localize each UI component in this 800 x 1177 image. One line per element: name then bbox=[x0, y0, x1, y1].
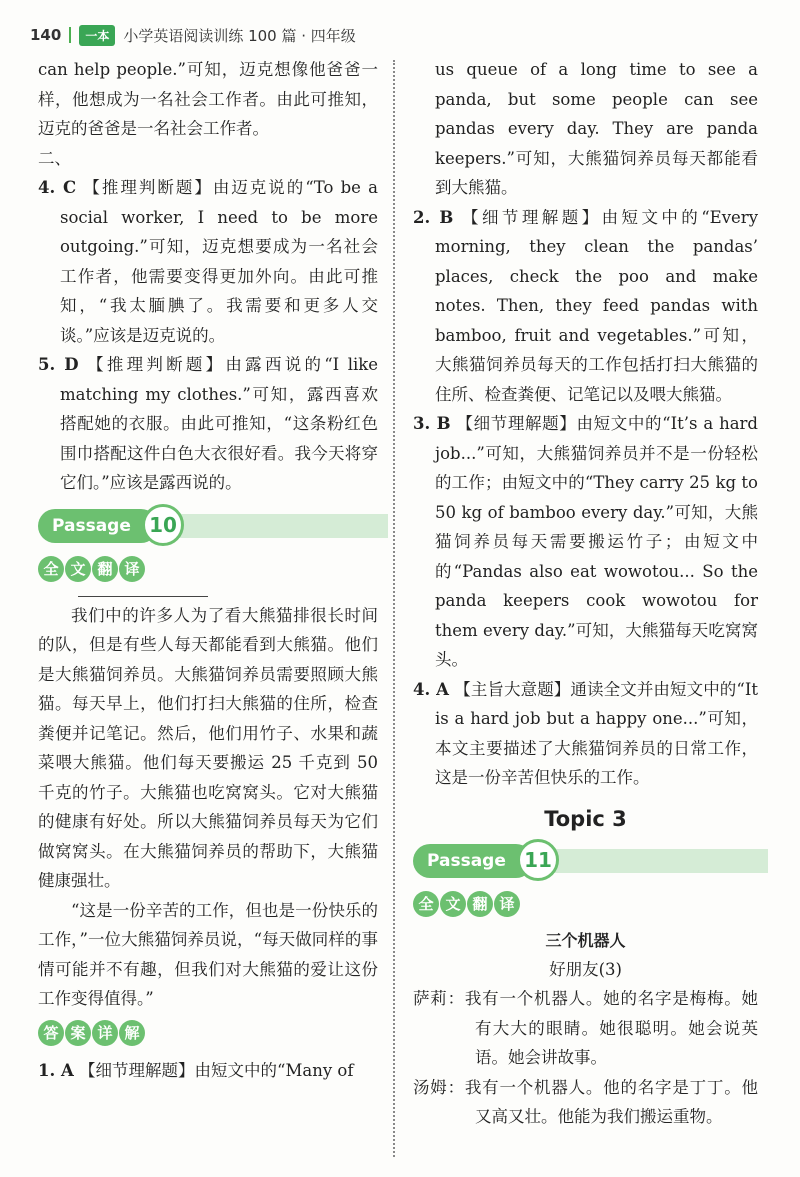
dialogue-line: 萨莉：我有一个机器人。她的名字是梅梅。她有大大的眼睛。她很聪明。她会说英语。她会讲故事。 bbox=[413, 989, 758, 1067]
passage-number: 11 bbox=[517, 839, 559, 881]
header-divider bbox=[69, 27, 71, 43]
column-divider bbox=[393, 60, 395, 1157]
label-char: 翻 bbox=[92, 556, 118, 582]
page-number: 140 bbox=[30, 26, 62, 44]
answer-text: 由短文中的“Many of bbox=[194, 1060, 354, 1080]
answer-text: 由短文中的“Every morning, they clean the pandas’ places, check the poo and make notes. Then, they feed pandas with bamboo, fruit and vegetables.”可知，大熊猫饲养员每天的工作包括打扫大熊猫的住所、检查粪便、记笔记以及喂大熊猫。 bbox=[435, 207, 759, 404]
topic-heading: Topic 3 bbox=[544, 806, 627, 831]
translation-label bbox=[38, 556, 378, 582]
label-char: 全 bbox=[413, 891, 439, 917]
right-column bbox=[413, 55, 758, 1132]
brand-logo: 一本 bbox=[79, 25, 115, 46]
label-char: 译 bbox=[494, 891, 520, 917]
translation-label bbox=[413, 891, 758, 917]
answer-text: 由短文中的“It’s a hard job...”可知，大熊猫饲养员并不是一份轻松的工作；由短文中的“They carry 25 kg to 50 kg of bamboo every day.”可知，大熊猫饲养员每天需要搬运竹子；由短文中的“Pandas also eat wowotou... So the panda keepers cook wowotou for them every day.”可知，大熊猫每天吃窝窝头。 bbox=[435, 414, 758, 669]
book-title: 小学英语阅读训练 100 篇 · 四年级 bbox=[123, 26, 356, 45]
translation-paragraph: “这是一份辛苦的工作，但也是一份快乐的工作，”一位大熊猫饲养员说，“每天做同样的事情可能并不有趣，但我们对大熊猫的爱让这份工作变得值得。” bbox=[38, 900, 378, 1008]
label-char: 文 bbox=[440, 891, 466, 917]
question-type: 【主旨大意题】 bbox=[454, 679, 571, 699]
passage-banner bbox=[413, 839, 758, 883]
answer-number: 2. B bbox=[413, 207, 454, 227]
question-type: 【推理判断题】 bbox=[83, 178, 213, 197]
part-heading: 二、 bbox=[38, 148, 71, 168]
answer-number: 3. B bbox=[413, 414, 451, 433]
question-type: 【细节理解题】 bbox=[456, 414, 577, 433]
question-type: 【细节理解题】 bbox=[79, 1060, 195, 1080]
label-char: 详 bbox=[92, 1020, 118, 1046]
label-char: 译 bbox=[119, 556, 145, 582]
label-char: 全 bbox=[38, 556, 64, 582]
label-char: 翻 bbox=[467, 891, 493, 917]
answer-4 bbox=[38, 173, 378, 350]
answer-2 bbox=[413, 203, 758, 410]
label-char: 文 bbox=[65, 556, 91, 582]
story-title: 三个机器人 bbox=[545, 930, 626, 950]
answer-number: 4. C bbox=[38, 178, 77, 197]
blank-line bbox=[78, 596, 208, 597]
answer-number: 4. A bbox=[413, 679, 449, 699]
label-char: 案 bbox=[65, 1020, 91, 1046]
answer-number: 1. A bbox=[38, 1060, 74, 1080]
answer-text: 由露西说的“I like matching my clothes.”可知，露西喜欢搭配她的衣服。由此可推知，“这条粉红色围巾搭配这件白色大衣很好看。我今天将穿它们。”应该是露西说的。 bbox=[60, 355, 379, 492]
page-header bbox=[30, 22, 356, 48]
label-char: 答 bbox=[38, 1020, 64, 1046]
answer-number: 5. D bbox=[38, 355, 79, 374]
question-type: 【推理判断题】 bbox=[87, 355, 226, 374]
label-char: 解 bbox=[119, 1020, 145, 1046]
answer-label bbox=[38, 1020, 378, 1046]
answer-5 bbox=[38, 350, 378, 498]
dialogue-line: 汤姆：我有一个机器人。他的名字是丁丁。他又高又壮。他能为我们搬运重物。 bbox=[413, 1077, 758, 1126]
continued-answer: us queue of a long time to see a panda, but some people can see pandas every day. They are panda keepers.”可知，大熊猫饲养员每天都能看到大熊猫。 bbox=[435, 60, 758, 197]
passage-number: 10 bbox=[142, 504, 184, 546]
answer-1 bbox=[38, 1056, 378, 1086]
story-subtitle: 好朋友(3) bbox=[549, 959, 622, 979]
continued-answer: can help people.”可知，迈克想像他爸爸一样，他想成为一名社会工作者。由此可推知，迈克的爸爸是一名社会工作者。 bbox=[38, 60, 378, 138]
passage-banner bbox=[38, 504, 378, 548]
answer-text: 通读全文并由短文中的“It is a hard job but a happy one...”可知，本文主要描述了大熊猫饲养员的日常工作，这是一份辛苦但快乐的工作。 bbox=[435, 679, 758, 787]
passage-label: Passage bbox=[413, 844, 533, 878]
question-type: 【细节理解题】 bbox=[462, 207, 602, 227]
answer-text: 由迈克说的“To be a social worker, I need to be more outgoing.”可知，迈克想要成为一名社会工作者，他需要变得更加外向。由此可推知，“我太腼腆了。我需要和更多人交谈。”应该是迈克说的。 bbox=[60, 178, 379, 345]
left-column bbox=[38, 55, 378, 1085]
translation-paragraph: 我们中的许多人为了看大熊猫排很长时间的队，但是有些人每天都能看到大熊猫。他们是大熊猫饲养员。大熊猫饲养员需要照顾大熊猫。每天早上，他们打扫大熊猫的住所，检查粪便并记笔记。然后，他们用竹子、水果和蔬菜喂大熊猫。他们每天要搬运 25 千克到 50 千克的竹子。大熊猫也吃窝窝头。它对大熊猫的健康有好处。所以大熊猫饲养员每天为它们做窝窝头。在大熊猫饲养员的帮助下，大熊猫健康强壮。 bbox=[38, 605, 378, 890]
passage-label: Passage bbox=[38, 509, 158, 543]
answer-4 bbox=[413, 675, 758, 793]
answer-3 bbox=[413, 409, 758, 675]
